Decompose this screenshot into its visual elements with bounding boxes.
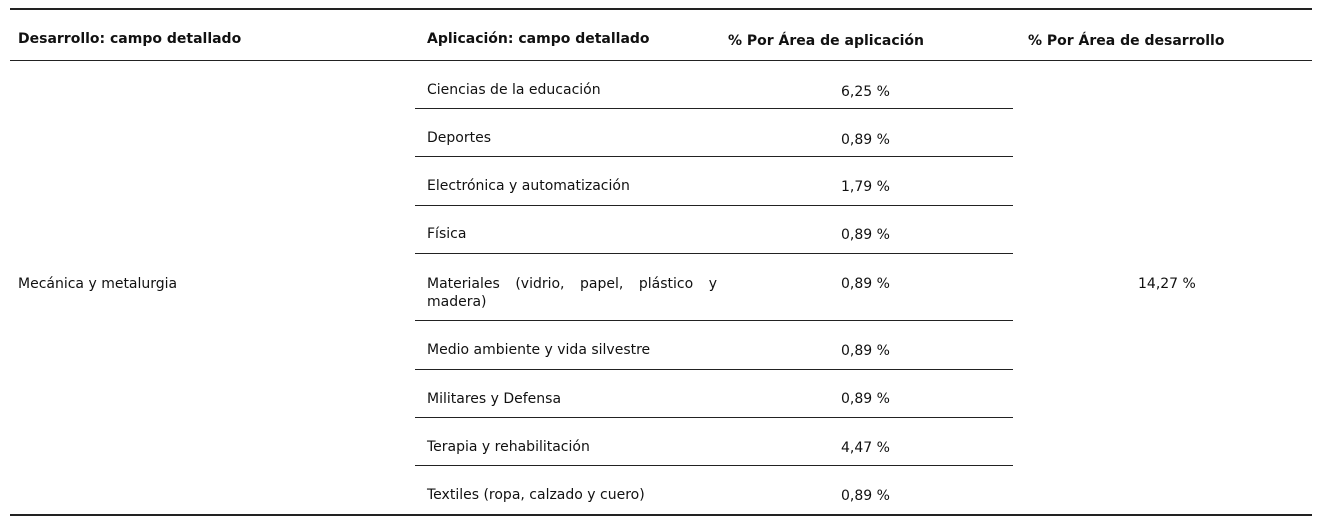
data-table bbox=[10, 8, 1312, 516]
bottom-rule bbox=[10, 514, 1312, 516]
application-percent: 4,47 % bbox=[841, 440, 890, 456]
application-name: Medio ambiente y vida silvestre bbox=[427, 342, 651, 358]
development-field-percent: 14,27 % bbox=[1138, 276, 1196, 292]
header-pct-application: % Por Área de aplicación bbox=[728, 33, 924, 49]
application-percent: 0,89 % bbox=[841, 227, 890, 243]
table-row bbox=[415, 370, 1013, 418]
application-percent: 0,89 % bbox=[841, 391, 890, 407]
table-row bbox=[415, 109, 1013, 157]
header-application-field: Aplicación: campo detallado bbox=[427, 31, 650, 47]
table-row bbox=[415, 206, 1013, 254]
table-row bbox=[415, 466, 1013, 514]
table-row bbox=[415, 418, 1013, 466]
table-row bbox=[415, 321, 1013, 370]
application-name: Electrónica y automatización bbox=[427, 178, 630, 194]
application-percent: 0,89 % bbox=[841, 276, 890, 292]
application-name: Textiles (ropa, calzado y cuero) bbox=[427, 487, 645, 503]
application-percent: 0,89 % bbox=[841, 343, 890, 359]
application-name: Materiales (vidrio, papel, plástico y madera) bbox=[427, 276, 717, 310]
application-percent: 1,79 % bbox=[841, 179, 890, 195]
table-row bbox=[415, 254, 1013, 321]
application-name: Física bbox=[427, 226, 467, 242]
development-field-name: Mecánica y metalurgia bbox=[18, 276, 178, 292]
application-percent: 0,89 % bbox=[841, 488, 890, 504]
application-name: Militares y Defensa bbox=[427, 391, 562, 407]
application-percent: 0,89 % bbox=[841, 132, 890, 148]
application-percent: 6,25 % bbox=[841, 84, 890, 100]
header-development-field: Desarrollo: campo detallado bbox=[18, 31, 242, 47]
table-row bbox=[415, 157, 1013, 206]
top-rule bbox=[10, 8, 1312, 10]
header-pct-development: % Por Área de desarrollo bbox=[1028, 33, 1225, 49]
table-row bbox=[415, 61, 1013, 109]
application-name: Terapia y rehabilitación bbox=[427, 439, 590, 455]
application-name: Ciencias de la educación bbox=[427, 82, 601, 98]
application-name: Deportes bbox=[427, 130, 491, 146]
